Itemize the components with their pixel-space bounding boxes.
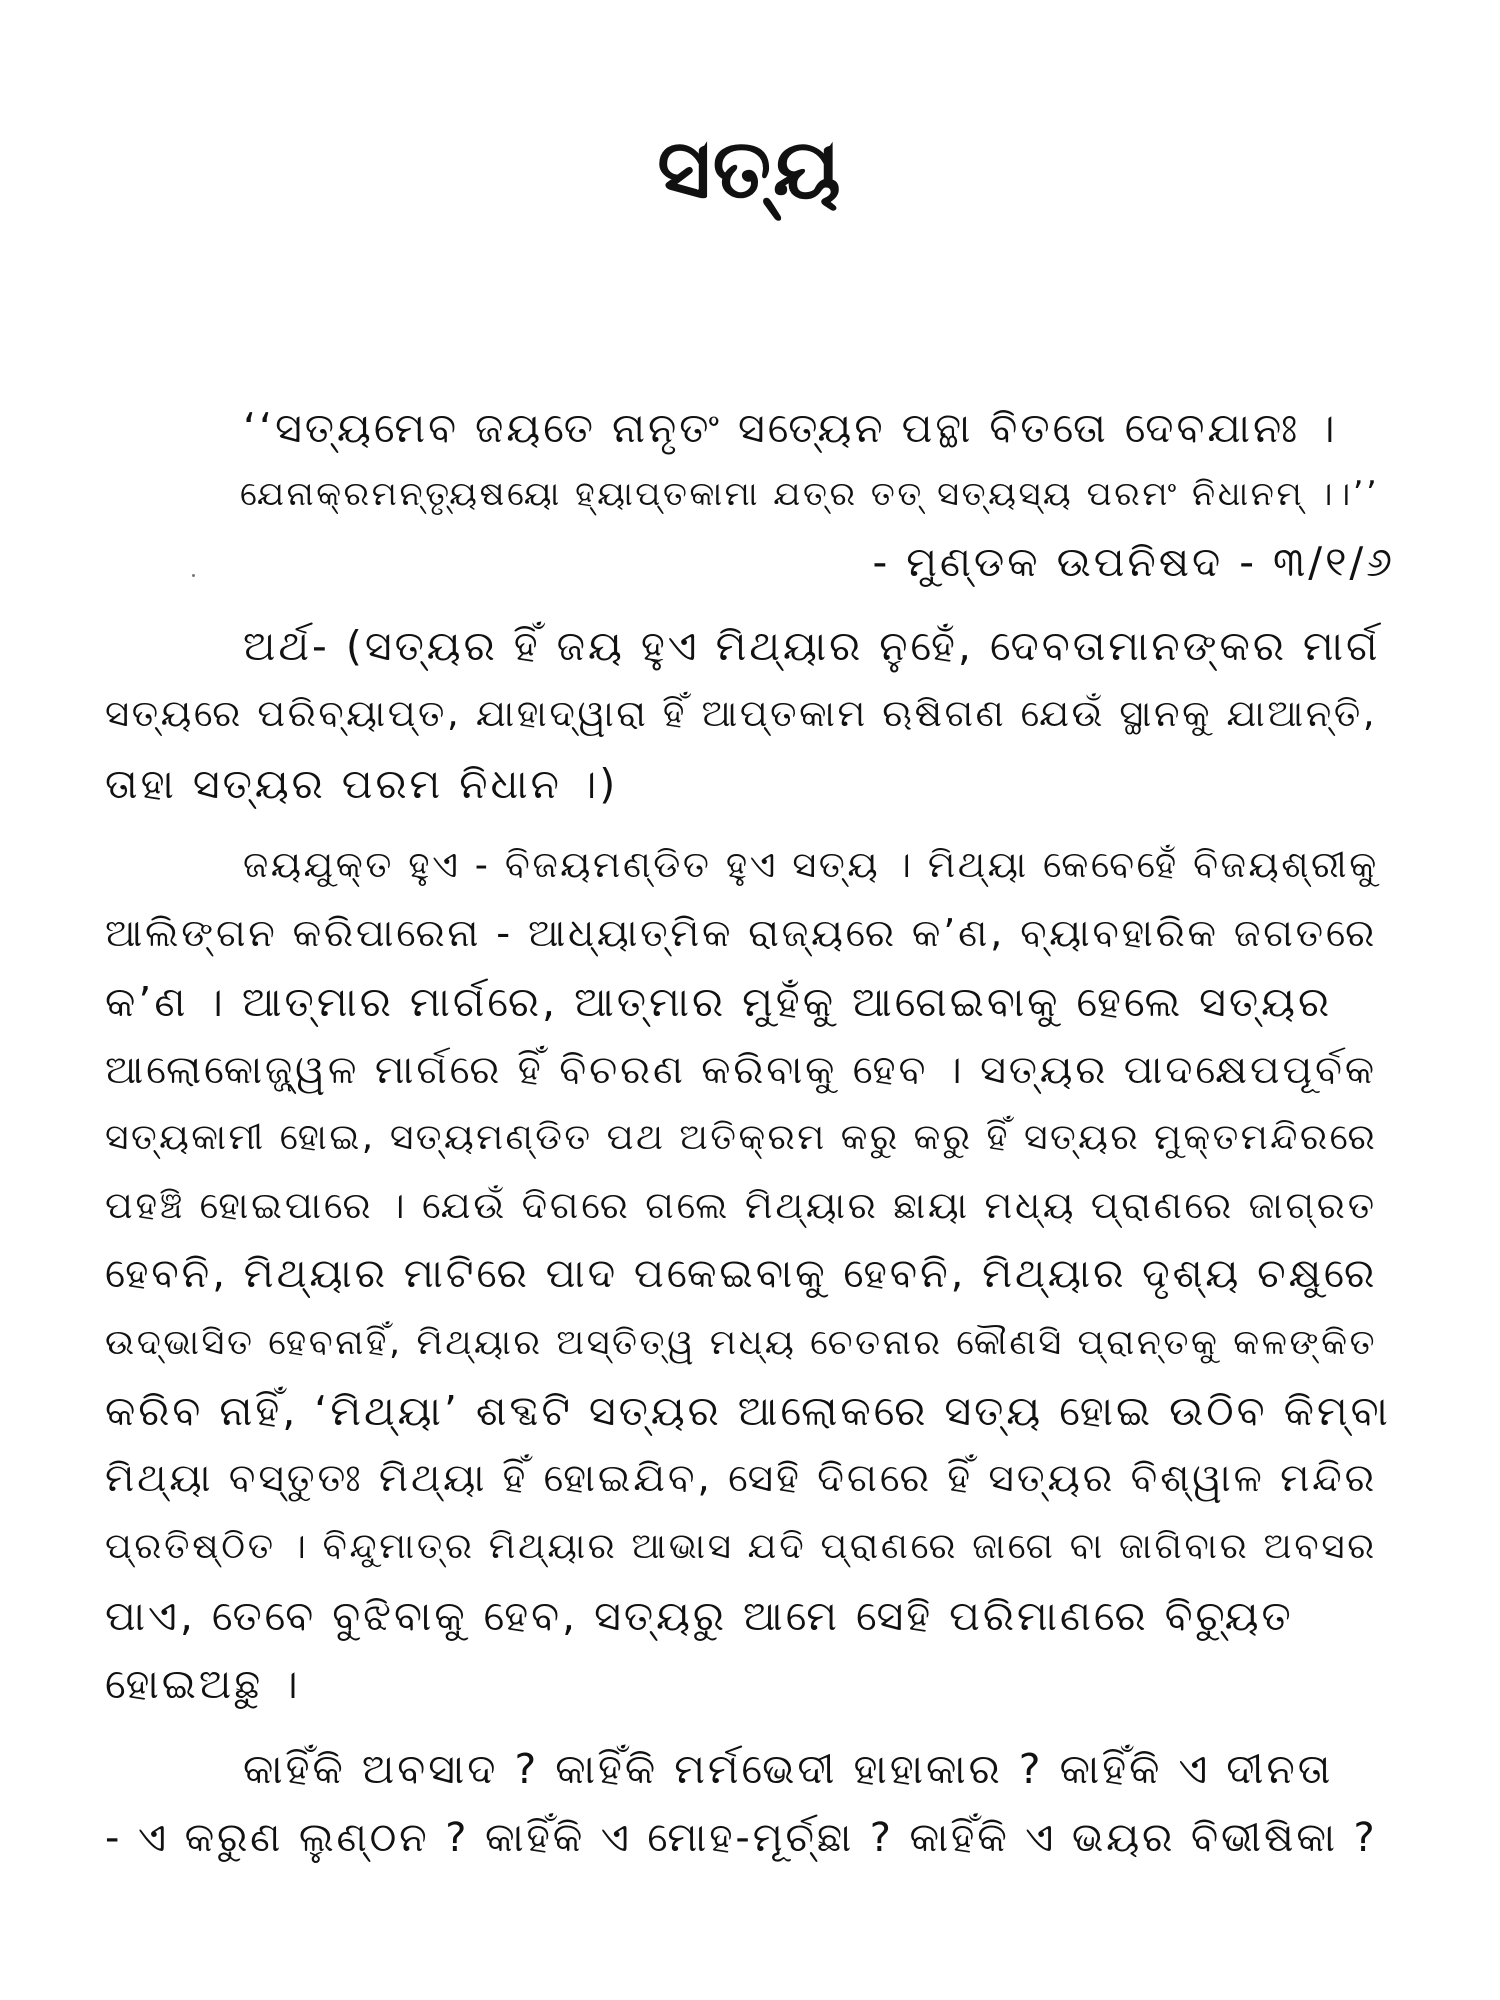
paragraph-1-line-8: ଉଦ୍‌ଭାସିତ ହେବନାହିଁ, ମିଥ୍ୟାର ଅସ୍ତିତ୍ୱ ମଧ୍ୟ ଚେତନାର କୌଣସି ପ୍ରାନ୍ତକୁ କଳଙ୍କିତ xyxy=(105,1323,1378,1363)
paragraph-2-line-2: - ଏ କରୁଣ ଲୁଣ୍ଠନ ? କାହିଁକି ଏ ମୋହ-ମୂର୍ଚ୍ଛା ? କାହିଁକି ଏ ଭୟର ବିଭୀଷିକା ? xyxy=(105,1815,1378,1861)
paragraph-1-line-3: କ’ଣ । ଆତ୍ମାର ମାର୍ଗରେ, ଆତ୍ମାର ମୁହଁକୁ ଆଗେଇବାକୁ ହେଲେ ସତ୍ୟର xyxy=(105,978,1333,1026)
meaning-line-1: ଅର୍ଥ- (ସତ୍ୟର ହିଁ ଜୟ ହୁଏ ମିଥ୍ୟାର ନୁହେଁ, ଦେବତାମାନଙ୍କର ମାର୍ଗ xyxy=(243,622,1381,670)
paragraph-1-line-7: ହେବନି, ମିଥ୍ୟାର ମାଟିରେ ପାଦ ପକେଇବାକୁ ହେବନି, ମିଥ୍ୟାର ଦୃଶ୍ୟ ଚକ୍ଷୁରେ xyxy=(105,1251,1378,1297)
paragraph-1-line-1: ଜୟଯୁକ୍ତ ହୁଏ - ବିଜୟମଣ୍ଡିତ ହୁଏ ସତ୍ୟ । ମିଥ୍ୟା କେବେହେଁ ବିଜୟଶ୍ରୀକୁ xyxy=(243,843,1379,886)
paragraph-1-line-11: ପ୍ରତିଷ୍ଠିତ । ବିନ୍ଦୁମାତ୍ର ମିଥ୍ୟାର ଆଭାସ ଯଦି ପ୍ରାଣରେ ଜାଗେ ବା ଜାଗିବାର ଅବସର xyxy=(105,1526,1378,1567)
verse-line-1: ‘‘ସତ୍ୟମେବ ଜୟତେ ନାନୃତଂ ସତ୍ୟେନ ପନ୍ଥା ବିତତୋ ଦେବଯାନଃ । xyxy=(243,404,1338,452)
paragraph-1-line-13: ହୋଇଅଛୁ । xyxy=(105,1660,301,1708)
verse-source: - ମୁଣ୍ଡକ ଉପନିଷଦ - ୩/୧/୬ xyxy=(872,538,1395,586)
paragraph-1-line-12: ପାଏ, ତେବେ ବୁଝିବାକୁ ହେବ, ସତ୍ୟରୁ ଆମେ ସେହି ପରିମାଣରେ ବିଚ୍ୟୁତ xyxy=(105,1592,1294,1640)
paragraph-1-line-4: ଆଲୋକୋଜ୍ଜ୍ୱଳ ମାର୍ଗରେ ହିଁ ବିଚରଣ କରିବାକୁ ହେବ । ସତ୍ୟର ପାଦକ୍ଷେପପୂର୍ବକ xyxy=(105,1047,1377,1093)
meaning-line-3: ତାହା ସତ୍ୟର ପରମ ନିଧାନ ।) xyxy=(105,760,619,808)
meaning-line-2: ସତ୍ୟରେ ପରିବ୍ୟାପ୍ତ, ଯାହାଦ୍ୱାରା ହିଁ ଆପ୍ତକାମ ଋଷିଗଣ ଯେଉଁ ସ୍ଥାନକୁ ଯାଆନ୍ତି, xyxy=(105,692,1378,735)
scan-speck xyxy=(192,574,195,577)
paragraph-1-line-2: ଆଲିଙ୍ଗନ କରିପାରେନା - ଆଧ୍ୟାତ୍ମିକ ରାଜ୍ୟରେ କ’ଣ, ବ୍ୟାବହାରିକ ଜଗତରେ xyxy=(105,911,1378,956)
paragraph-1-line-5: ସତ୍ୟକାମୀ ହୋଇ, ସତ୍ୟମଣ୍ଡିତ ପଥ ଅତିକ୍ରମ କରୁ କରୁ ହିଁ ସତ୍ୟର ମୁକ୍ତମନ୍ଦିରରେ xyxy=(105,1117,1378,1158)
paragraph-2-line-1: କାହିଁକି ଅବସାଦ ? କାହିଁକି ମର୍ମଭେଦୀ ହାହାକାର ? କାହିଁକି ଏ ଦୀନତା xyxy=(243,1745,1334,1793)
paragraph-1-line-9: କରିବ ନାହିଁ, ‘ମିଥ୍ୟା’ ଶବ୍ଦଟି ସତ୍ୟର ଆଲୋକରେ ସତ୍ୟ ହୋଇ ଉଠିବ କିମ୍ବା xyxy=(105,1387,1391,1435)
paragraph-1-line-6: ପହଞ୍ଚି ହୋଇପାରେ । ଯେଉଁ ଦିଗରେ ଗଲେ ମିଥ୍ୟାର ଛାୟା ମଧ୍ୟ ପ୍ରାଣରେ ଜାଗ୍ରତ xyxy=(105,1184,1377,1227)
verse-line-2: ଯେନାକ୍ରମନ୍ତ୍ୟୃଷୟୋ ହ୍ୟାପ୍ତକାମା ଯତ୍ର ତତ୍ ସତ୍ୟସ୍ୟ ପରମଂ ନିଧାନମ୍ ।।’’ xyxy=(240,474,1380,513)
page-title: ସତ୍ୟ xyxy=(657,122,843,217)
paragraph-1-line-10: ମିଥ୍ୟା ବସ୍ତୁତଃ ମିଥ୍ୟା ହିଁ ହୋଇଯିବ, ସେହି ଦିଗରେ ହିଁ ସତ୍ୟର ବିଶ୍ୱାଳ ମନ୍ଦିର xyxy=(105,1456,1378,1501)
